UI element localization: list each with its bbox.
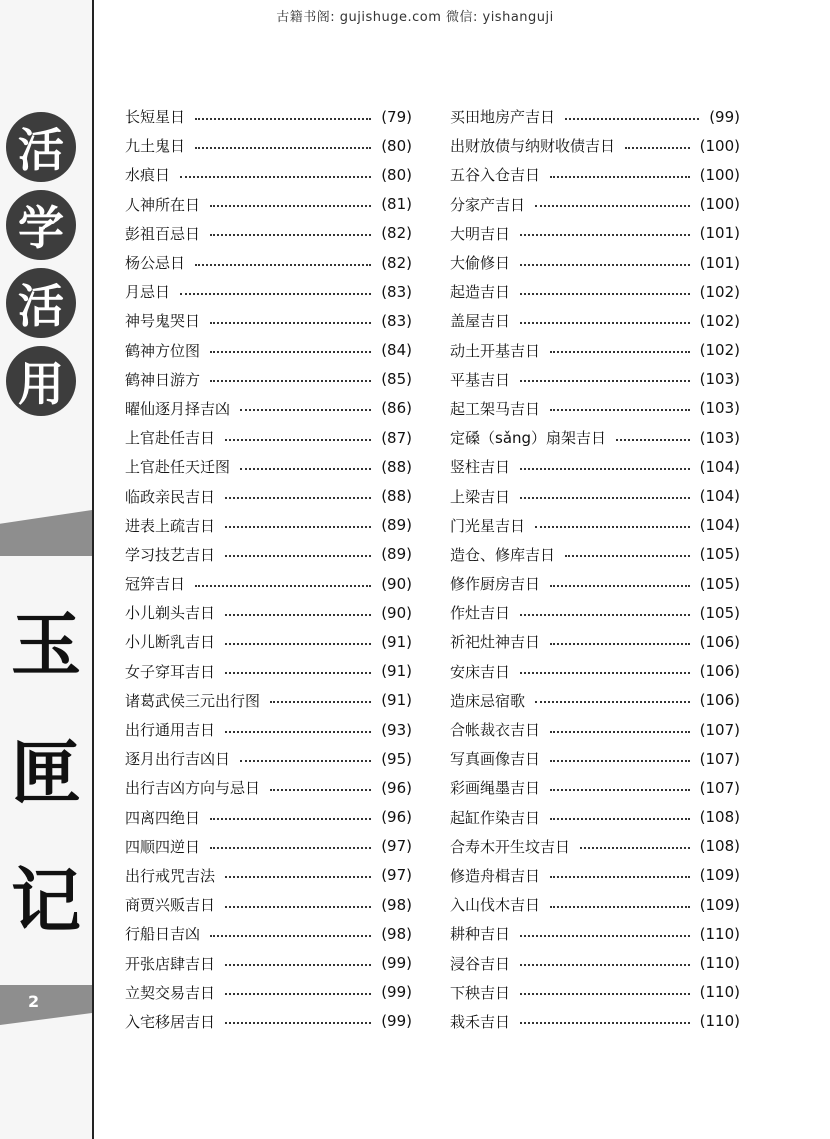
toc-entry-page: (108) (699, 808, 740, 827)
dot-leader (195, 264, 371, 266)
toc-entry[interactable] (450, 598, 740, 627)
toc-entry-page: (80) (381, 136, 412, 155)
toc-entry-title: 出行戒咒吉法 (125, 866, 216, 885)
toc-entry[interactable] (125, 131, 412, 160)
dot-leader (210, 818, 371, 820)
dot-leader (225, 614, 371, 616)
toc-entry-title: 女子穿耳吉日 (125, 662, 216, 681)
toc-entry-title: 作灶吉日 (450, 604, 511, 623)
toc-entry-page: (91) (381, 691, 412, 710)
dot-leader (225, 993, 371, 995)
dot-leader (520, 293, 690, 295)
toc-entry-title: 起工架马吉日 (450, 399, 541, 418)
toc-entry-title: 出行通用吉日 (125, 721, 216, 740)
toc-entry-title: 曜仙逐月择吉凶 (125, 399, 231, 418)
dot-leader (225, 906, 371, 908)
toc-entry-page: (109) (699, 895, 740, 914)
toc-entry[interactable] (125, 978, 412, 1007)
toc-entry[interactable] (450, 803, 740, 832)
toc-entry[interactable] (125, 657, 412, 686)
toc-entry[interactable] (450, 978, 740, 1007)
toc-entry-title: 彭祖百忌日 (125, 224, 201, 243)
dot-leader (225, 876, 371, 878)
toc-entry[interactable] (125, 511, 412, 540)
dot-leader (535, 205, 690, 207)
toc-entry-title: 合寿木开生坟吉日 (450, 837, 571, 856)
toc-entry-page: (99) (709, 107, 740, 126)
toc-entry[interactable] (450, 452, 740, 481)
dot-leader (225, 526, 371, 528)
toc-column-right (450, 102, 740, 1036)
toc-entry[interactable] (450, 277, 740, 306)
toc-entry-page: (103) (699, 370, 740, 389)
toc-entry-title: 修造舟楫吉日 (450, 866, 541, 885)
toc-entry-page: (104) (699, 457, 740, 476)
toc-entry[interactable] (450, 890, 740, 919)
toc-entry-page: (106) (699, 691, 740, 710)
toc-entry[interactable] (450, 657, 740, 686)
toc-entry-page: (82) (381, 253, 412, 272)
toc-entry[interactable] (450, 1007, 740, 1036)
dot-leader (210, 234, 371, 236)
toc-entry-title: 长短星日 (125, 108, 186, 127)
dot-leader (240, 760, 371, 762)
dot-leader (550, 818, 690, 820)
toc-entry[interactable] (125, 365, 412, 394)
toc-entry-title: 四离四绝日 (125, 808, 201, 827)
watermark-text: 古籍书阁: gujishuge.com 微信: yishanguji (276, 10, 554, 25)
toc-entry-title: 上官赴任吉日 (125, 429, 216, 448)
toc-entry[interactable] (125, 248, 412, 277)
toc-entry[interactable] (450, 248, 740, 277)
dot-leader (535, 526, 690, 528)
toc-entry[interactable] (450, 306, 740, 335)
toc-entry-page: (80) (381, 165, 412, 184)
dot-leader (550, 585, 690, 587)
dot-leader (210, 351, 371, 353)
toc-entry[interactable] (450, 744, 740, 773)
toc-entry-title: 出行吉凶方向与忌日 (125, 779, 261, 798)
toc-entry[interactable] (450, 919, 740, 948)
toc-entry-title: 学习技艺吉日 (125, 545, 216, 564)
book-title (8, 604, 84, 994)
toc-entry-title: 小儿断乳吉日 (125, 633, 216, 652)
toc-entry-page: (103) (699, 399, 740, 418)
toc-entry-title: 上官赴任天迁图 (125, 458, 231, 477)
decorative-band-bottom (0, 985, 92, 1025)
toc-entry-title: 鹤神日游方 (125, 370, 201, 389)
dot-leader (180, 293, 371, 295)
dot-leader (225, 964, 371, 966)
toc-entry-title: 门光星吉日 (450, 516, 526, 535)
dot-leader (225, 731, 371, 733)
toc-entry-title: 入宅移居吉日 (125, 1012, 216, 1031)
toc-entry-page: (110) (699, 983, 740, 1002)
toc-entry[interactable] (125, 394, 412, 423)
toc-entry-title: 立契交易吉日 (125, 983, 216, 1002)
toc-entry-title: 定磉（sǎng）扇架吉日 (450, 429, 607, 448)
page-number: 2 (28, 992, 40, 1011)
toc-entry-title: 逐月出行吉凶日 (125, 750, 231, 769)
dot-leader (520, 380, 690, 382)
toc-entry[interactable] (125, 481, 412, 510)
toc-entry[interactable] (125, 1007, 412, 1036)
toc-entry[interactable] (125, 336, 412, 365)
toc-entry-page: (89) (381, 545, 412, 564)
series-title (6, 112, 82, 424)
toc-entry[interactable] (125, 890, 412, 919)
toc-entry-title: 神号鬼哭日 (125, 312, 201, 331)
toc-entry[interactable] (125, 686, 412, 715)
toc-entry-title: 上梁吉日 (450, 487, 511, 506)
dot-leader (225, 1022, 371, 1024)
toc-entry-title: 起造吉日 (450, 283, 511, 302)
toc-entry-title: 月忌日 (125, 283, 171, 302)
toc-entry[interactable] (450, 423, 740, 452)
toc-entry-page: (106) (699, 662, 740, 681)
series-char-3: 活 (6, 268, 76, 338)
toc-entry-page: (99) (381, 1012, 412, 1031)
toc-entry-title: 出财放债与纳财收债吉日 (450, 137, 616, 156)
toc-entry-title: 商贾兴贩吉日 (125, 896, 216, 915)
toc-entry-page: (98) (381, 924, 412, 943)
toc-entry-title: 盖屋吉日 (450, 312, 511, 331)
toc-entry[interactable] (125, 803, 412, 832)
toc-entry-page: (93) (381, 720, 412, 739)
toc-entry-page: (99) (381, 983, 412, 1002)
dot-leader (520, 935, 690, 937)
toc-entry[interactable] (450, 102, 740, 131)
toc-entry[interactable] (450, 336, 740, 365)
dot-leader (616, 439, 690, 441)
toc-entry-title: 行船日吉凶 (125, 925, 201, 944)
toc-entry-title: 安床吉日 (450, 662, 511, 681)
toc-entry-title: 五谷入仓吉日 (450, 166, 541, 185)
toc-entry[interactable] (125, 540, 412, 569)
toc-entry-page: (104) (699, 487, 740, 506)
toc-entry-title: 合帐裁衣吉日 (450, 721, 541, 740)
dot-leader (565, 118, 699, 120)
toc-entry-page: (103) (699, 428, 740, 447)
toc-entry-title: 水痕日 (125, 166, 171, 185)
toc-entry-title: 彩画绳墨吉日 (450, 779, 541, 798)
dot-leader (565, 555, 690, 557)
toc-entry[interactable] (450, 131, 740, 160)
toc-entry-page: (110) (699, 1012, 740, 1031)
toc-entry-title: 大明吉日 (450, 224, 511, 243)
toc-entry-page: (102) (699, 341, 740, 360)
dot-leader (520, 497, 690, 499)
dot-leader (210, 380, 371, 382)
toc-entry-page: (83) (381, 282, 412, 301)
toc-entry[interactable] (125, 160, 412, 189)
toc-entry-title: 竖柱吉日 (450, 458, 511, 477)
toc-entry[interactable] (125, 306, 412, 335)
dot-leader (580, 847, 690, 849)
toc-entry-page: (83) (381, 311, 412, 330)
toc-entry-page: (105) (699, 603, 740, 622)
toc-entry[interactable] (450, 540, 740, 569)
toc-entry-page: (107) (699, 749, 740, 768)
toc-entry-title: 修作厨房吉日 (450, 575, 541, 594)
book-title-char-2: 匣 (11, 732, 81, 814)
dot-leader (270, 701, 371, 703)
toc-entry-page: (88) (381, 487, 412, 506)
toc-entry-page: (105) (699, 574, 740, 593)
toc-entry[interactable] (450, 511, 740, 540)
toc-entry-title: 鹤神方位图 (125, 341, 201, 360)
toc-entry[interactable] (125, 102, 412, 131)
dot-leader (225, 439, 371, 441)
toc-entry-page: (108) (699, 837, 740, 856)
dot-leader (240, 468, 371, 470)
toc-entry-page: (110) (699, 924, 740, 943)
toc-entry[interactable] (450, 394, 740, 423)
toc-entry[interactable] (450, 627, 740, 656)
toc-entry-page: (89) (381, 516, 412, 535)
toc-entry-title: 大偷修日 (450, 254, 511, 273)
toc-entry-title: 祈祀灶神吉日 (450, 633, 541, 652)
toc-entry-title: 四顺四逆日 (125, 837, 201, 856)
book-title-char-3: 记 (11, 860, 81, 942)
dot-leader (520, 614, 690, 616)
dot-leader (520, 672, 690, 674)
toc-entry[interactable] (450, 219, 740, 248)
toc-entry-title: 进表上疏吉日 (125, 516, 216, 535)
toc-entry-page: (82) (381, 224, 412, 243)
toc-entry-page: (98) (381, 895, 412, 914)
toc-entry-title: 动土开基吉日 (450, 341, 541, 360)
toc-entry-page: (109) (699, 866, 740, 885)
toc-entry[interactable] (450, 861, 740, 890)
toc-entry-page: (90) (381, 603, 412, 622)
toc-entry-title: 诸葛武侯三元出行图 (125, 691, 261, 710)
toc-entry-title: 杨公忌日 (125, 254, 186, 273)
toc-entry-title: 栽禾吉日 (450, 1012, 511, 1031)
dot-leader (520, 1022, 690, 1024)
dot-leader (550, 789, 690, 791)
toc-entry[interactable] (125, 277, 412, 306)
toc-entry-page: (96) (381, 808, 412, 827)
toc-entry[interactable] (450, 160, 740, 189)
toc-entry-page: (97) (381, 866, 412, 885)
dot-leader (520, 468, 690, 470)
dot-leader (225, 555, 371, 557)
dot-leader (210, 322, 371, 324)
toc-entry-page: (88) (381, 457, 412, 476)
toc-entry-title: 九土鬼日 (125, 137, 186, 156)
toc-entry-page: (100) (699, 195, 740, 214)
toc-entry-page: (110) (699, 954, 740, 973)
toc-entry-page: (107) (699, 778, 740, 797)
toc-entry-title: 分家产吉日 (450, 195, 526, 214)
toc-entry-page: (90) (381, 574, 412, 593)
toc-entry-title: 冠笄吉日 (125, 575, 186, 594)
toc-entry[interactable] (450, 481, 740, 510)
toc-entry-page: (106) (699, 632, 740, 651)
dot-leader (550, 876, 690, 878)
toc-column-left (125, 102, 412, 1036)
toc-entry-title: 造仓、修库吉日 (450, 545, 556, 564)
toc-entry-title: 造床忌宿歌 (450, 691, 526, 710)
toc-entry-page: (107) (699, 720, 740, 739)
toc-entry[interactable] (125, 569, 412, 598)
sidebar (0, 0, 94, 1139)
dot-leader (550, 351, 690, 353)
toc-entry-title: 写真画像吉日 (450, 750, 541, 769)
dot-leader (550, 409, 690, 411)
dot-leader (225, 497, 371, 499)
dot-leader (550, 760, 690, 762)
toc-entry-page: (101) (699, 224, 740, 243)
toc-entry-page: (102) (699, 282, 740, 301)
toc-entry-page: (86) (381, 399, 412, 418)
toc-entry-page: (91) (381, 662, 412, 681)
series-char-1: 活 (6, 112, 76, 182)
toc-entry-page: (101) (699, 253, 740, 272)
dot-leader (520, 993, 690, 995)
dot-leader (520, 234, 690, 236)
toc-entry-page: (91) (381, 632, 412, 651)
toc-entry[interactable] (125, 715, 412, 744)
toc-entry[interactable] (125, 423, 412, 452)
toc-entry-page: (104) (699, 516, 740, 535)
dot-leader (210, 205, 371, 207)
series-char-4: 用 (6, 346, 76, 416)
toc-entry[interactable] (125, 773, 412, 802)
toc-entry-title: 人神所在日 (125, 195, 201, 214)
dot-leader (520, 964, 690, 966)
toc-entry[interactable] (125, 919, 412, 948)
toc-entry[interactable] (450, 948, 740, 977)
decorative-band-top (0, 510, 92, 556)
toc-entry-page: (99) (381, 954, 412, 973)
toc-entry[interactable] (125, 452, 412, 481)
toc-entry-title: 买田地房产吉日 (450, 108, 556, 127)
toc-entry-title: 开张店肆吉日 (125, 954, 216, 973)
toc-entry-title: 平基吉日 (450, 370, 511, 389)
dot-leader (195, 585, 371, 587)
dot-leader (550, 176, 690, 178)
toc-entry-page: (102) (699, 311, 740, 330)
toc-entry-page: (81) (381, 195, 412, 214)
toc-entry-page: (96) (381, 778, 412, 797)
dot-leader (210, 847, 371, 849)
toc-entry-page: (79) (381, 107, 412, 126)
toc-entry-page: (85) (381, 370, 412, 389)
toc-entry-page: (87) (381, 428, 412, 447)
dot-leader (180, 176, 371, 178)
toc-entry[interactable] (125, 190, 412, 219)
toc-entry-page: (100) (699, 136, 740, 155)
toc-entry[interactable] (450, 773, 740, 802)
dot-leader (210, 935, 371, 937)
toc-entry-title: 耕种吉日 (450, 925, 511, 944)
dot-leader (195, 118, 371, 120)
toc-entry-title: 临政亲民吉日 (125, 487, 216, 506)
toc-entry-page: (95) (381, 749, 412, 768)
dot-leader (270, 789, 371, 791)
toc-entry[interactable] (125, 948, 412, 977)
dot-leader (240, 409, 371, 411)
dot-leader (625, 147, 690, 149)
toc-entry[interactable] (125, 627, 412, 656)
toc-entry[interactable] (125, 598, 412, 627)
toc-entry-title: 下秧吉日 (450, 983, 511, 1002)
toc-entry-title: 入山伐木吉日 (450, 896, 541, 915)
toc-entry[interactable] (450, 686, 740, 715)
book-title-char-1: 玉 (11, 604, 81, 686)
dot-leader (225, 643, 371, 645)
toc-entry[interactable] (125, 861, 412, 890)
toc-entry[interactable] (450, 365, 740, 394)
toc-entry-title: 小儿剃头吉日 (125, 604, 216, 623)
toc-entry-page: (84) (381, 341, 412, 360)
toc-entry[interactable] (125, 832, 412, 861)
dot-leader (550, 643, 690, 645)
dot-leader (520, 322, 690, 324)
toc-entry-page: (100) (699, 165, 740, 184)
series-char-2: 学 (6, 190, 76, 260)
dot-leader (520, 264, 690, 266)
dot-leader (225, 672, 371, 674)
dot-leader (550, 906, 690, 908)
toc-entry-page: (97) (381, 837, 412, 856)
toc-entry-title: 起缸作染吉日 (450, 808, 541, 827)
toc-entry[interactable] (125, 744, 412, 773)
toc-entry[interactable] (450, 715, 740, 744)
dot-leader (535, 701, 690, 703)
dot-leader (550, 731, 690, 733)
toc-entry-page: (105) (699, 545, 740, 564)
toc-entry[interactable] (450, 569, 740, 598)
toc-entry[interactable] (450, 190, 740, 219)
toc-entry-title: 浸谷吉日 (450, 954, 511, 973)
dot-leader (195, 147, 371, 149)
toc-entry[interactable] (125, 219, 412, 248)
toc-entry[interactable] (450, 832, 740, 861)
